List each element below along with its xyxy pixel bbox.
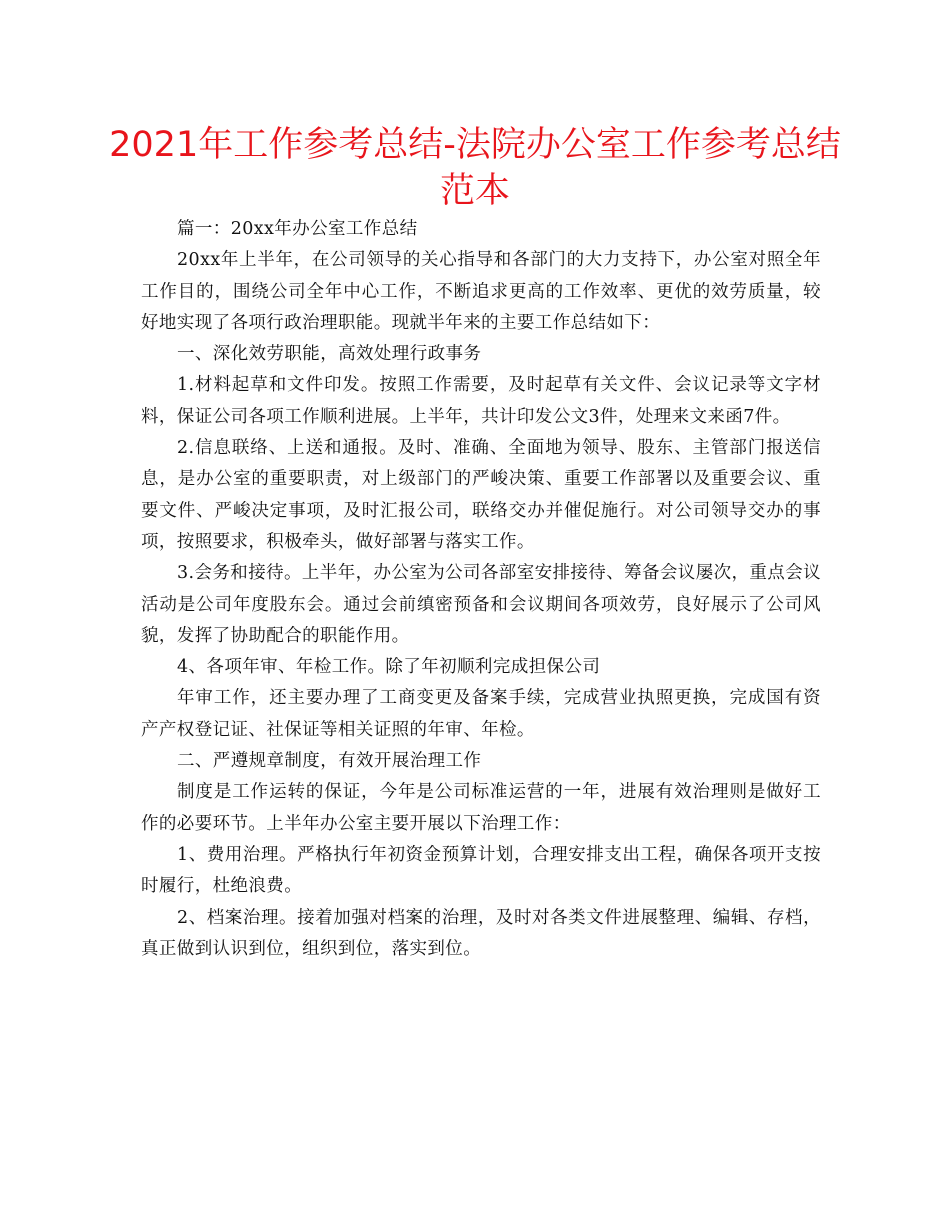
body-paragraph: 3.会务和接待。上半年，办公室为公司各部室安排接待、筹备会议屡次，重点会议活动是公司年度股东会。通过会前缜密预备和会议期间各项效劳，良好展示了公司风貌，发挥了协助配合的职能作用。: [141, 563, 821, 646]
body-paragraph: 2、档案治理。接着加强对档案的治理，及时对各类文件进展整理、编辑、存档，真正做到认识到位，组织到位，落实到位。: [141, 907, 821, 959]
section-heading: 篇一：20xx年办公室工作总结: [177, 219, 418, 239]
section-heading: 二、严遵规章制度，有效开展治理工作: [177, 751, 482, 772]
body-paragraph: 20xx年上半年，在公司领导的关心指导和各部门的大力支持下，办公室对照全年工作目的，围绕公司全年中心工作，不断追求更高的工作效率、更优的效劳质量，较好地实现了各项行政治理职能。现就半年来的主要工作总结如下：: [141, 250, 821, 333]
body-paragraph: 制度是工作运转的保证，今年是公司标准运营的一年，进展有效治理则是做好工作的必要环节。上半年办公室主要开展以下治理工作：: [141, 782, 821, 834]
document-title-line-1: 2021年工作参考总结-法院办公室工作参考总结: [109, 125, 841, 165]
body-paragraph: 4、各项年审、年检工作。除了年初顺利完成担保公司: [177, 657, 601, 678]
body-paragraph: 1、费用治理。严格执行年初资金预算计划，合理安排支出工程，确保各项开支按时履行，杜绝浪费。: [141, 844, 821, 897]
body-paragraph: 1.材料起草和文件印发。按照工作需要，及时起草有关文件、会议记录等文字材料，保证公司各项工作顺利进展。上半年，共计印发公文3件，处理来文来函7件。: [141, 375, 821, 427]
body-paragraph: 年审工作，还主要办理了工商变更及备案手续，完成营业执照更换，完成国有资产产权登记证、社保证等相关证照的年审、年检。: [141, 688, 821, 740]
document-title-line-2: 范本: [439, 171, 510, 211]
body-paragraph: 2.信息联络、上送和通报。及时、准确、全面地为领导、股东、主管部门报送信息，是办公室的重要职责，对上级部门的严峻决策、重要工作部署以及重要会议、重要文件、严峻决定事项，及时汇报公司，联络交办并催促施行。对公司领导交办的事项，按照要求，积极牵头，做好部署与落实工作。: [141, 438, 821, 552]
document-body: [141, 214, 821, 965]
section-heading: 一、深化效劳职能，高效处理行政事务: [177, 344, 482, 365]
